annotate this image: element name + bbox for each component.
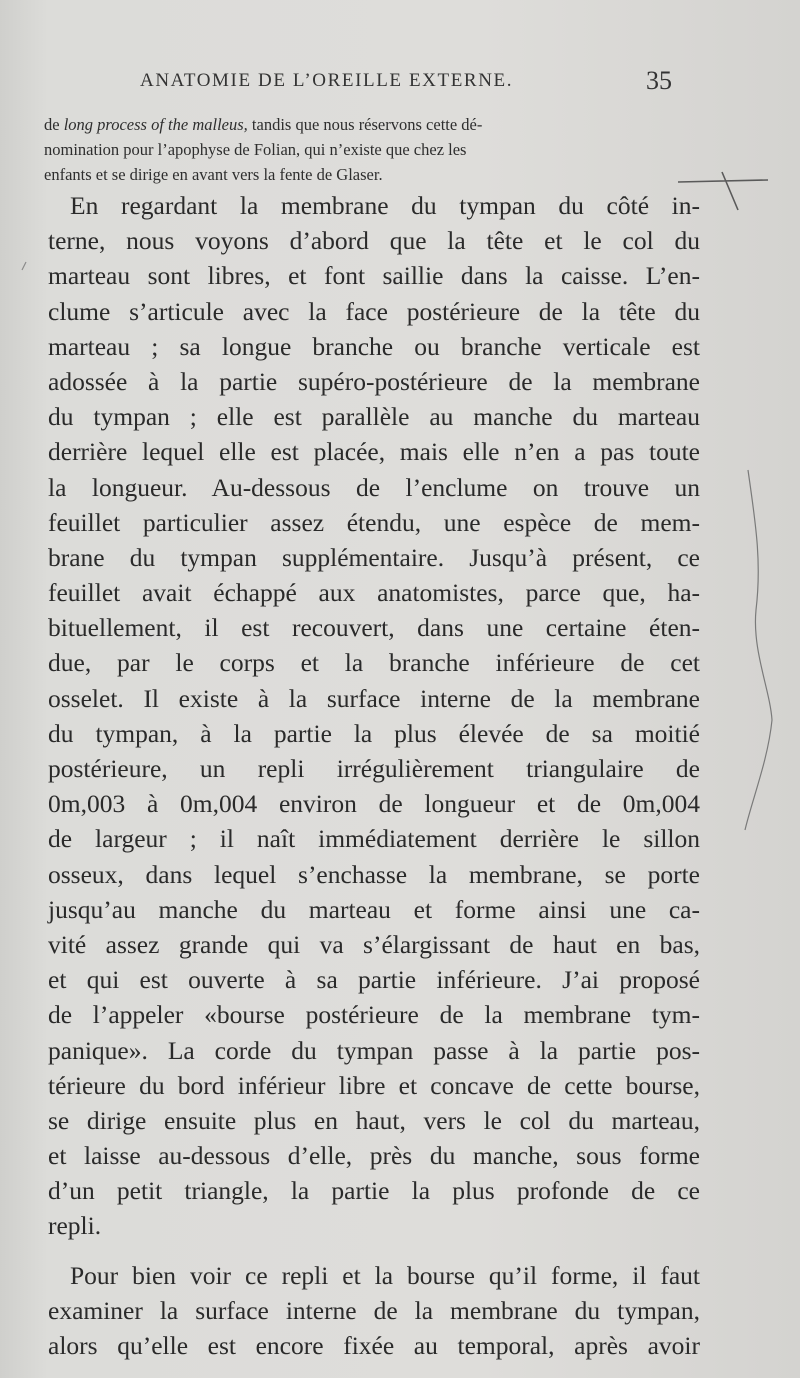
paragraph-line: repli. <box>48 1211 102 1241</box>
paragraph-gap <box>48 1244 700 1258</box>
paragraph-line: la longueur. Au-dessous de l’enclume on trouve un <box>48 472 700 502</box>
paragraph-line: examiner la surface interne de la membrane du tympan, <box>48 1295 700 1325</box>
paragraph-line: se dirige ensuite plus en haut, vers le col du marteau, <box>48 1105 700 1135</box>
paragraph-line: térieure du bord inférieur libre et concave de cette bourse, <box>48 1070 700 1100</box>
footnote-line <box>44 137 684 162</box>
paragraph-line: postérieure, un repli irrégulièrement triangulaire de <box>48 754 700 783</box>
paragraph-line: derrière lequel elle est placée, mais elle n’en a pas toute <box>48 437 700 467</box>
paragraph-line: d’un petit triangle, la partie la plus profonde de ce <box>48 1176 700 1206</box>
paragraph-line: et qui est ouverte à sa partie inférieure. J’ai proposé <box>48 965 700 995</box>
paragraph-line: Pour bien voir ce repli et la bourse qu’il forme, il faut <box>70 1260 700 1290</box>
footnote-italic-term: long process of the malleus, <box>63 115 248 134</box>
paragraph-line: du tympan ; elle est parallèle au manche du marteau <box>48 402 700 432</box>
footnote-text: de <box>44 115 64 134</box>
footnote-line <box>44 162 684 187</box>
paragraph-line: 0m,003 à 0m,004 environ de longueur et de 0m,004 <box>48 789 700 819</box>
paragraph-line: vité assez grande qui va s’élargissant de haut en bas, <box>48 929 700 959</box>
paragraph-line: jusqu’au manche du marteau et forme ainsi une ca- <box>48 894 700 924</box>
paragraph-line: osselet. Il existe à la surface interne de la membrane <box>48 683 700 713</box>
footnote-text: enfants et se dirige en avant vers la fente de Glaser. <box>44 165 383 184</box>
page-header <box>0 66 800 96</box>
main-text <box>48 188 700 1363</box>
page-number: 35 <box>646 66 672 95</box>
paragraph-line: En regardant la membrane du tympan du côté in- <box>70 191 700 220</box>
paragraph-line: alors qu’elle est encore fixée au temporal, après avoir <box>48 1331 700 1360</box>
paragraph-line: feuillet avait échappé aux anatomistes, parce que, ha- <box>48 578 700 608</box>
paragraph-line: due, par le corps et la branche inférieure de cet <box>48 648 700 678</box>
footnote <box>44 112 684 187</box>
footnote-line <box>44 112 684 137</box>
pencil-tick-mark <box>22 262 26 270</box>
paragraph-line: adossée à la partie supéro-postérieure de la membrane <box>48 366 700 396</box>
footnote-text: nomination pour l’apophyse de Folian, qui n’existe que chez les <box>44 140 467 159</box>
pencil-margin-line <box>745 470 772 830</box>
paragraph-line: du tympan, à la partie la plus élevée de sa moitié <box>48 718 700 748</box>
footnote-text: tandis que nous réservons cette dé- <box>247 115 483 134</box>
paragraph-line: et laisse au-dessous d’elle, près du manche, sous forme <box>48 1141 700 1171</box>
paragraph-line: de l’appeler «bourse postérieure de la membrane tym- <box>48 1000 700 1030</box>
paragraph-line: bituellement, il est recouvert, dans une certaine éten- <box>48 613 700 643</box>
paragraph-line: clume s’articule avec la face postérieure de la tête du <box>48 296 700 326</box>
paragraph-line: panique». La corde du tympan passe à la partie pos- <box>48 1035 700 1065</box>
paragraph-line: de largeur ; il naît immédiatement derrière le sillon <box>48 824 700 854</box>
paragraph-line: terne, nous voyons d’abord que la tête et le col du <box>48 226 700 256</box>
paragraph-line: marteau sont libres, et font saillie dans la caisse. L’en- <box>48 261 700 291</box>
running-title: ANATOMIE DE L’OREILLE EXTERNE. <box>140 70 514 91</box>
paragraph-line: osseux, dans lequel s’enchasse la membrane, se porte <box>48 859 700 889</box>
paragraph-line: feuillet particulier assez étendu, une espèce de mem- <box>48 507 700 537</box>
paragraph-line: brane du tympan supplémentaire. Jusqu’à présent, ce <box>48 542 700 572</box>
paragraph-line: marteau ; sa longue branche ou branche verticale est <box>48 331 700 361</box>
